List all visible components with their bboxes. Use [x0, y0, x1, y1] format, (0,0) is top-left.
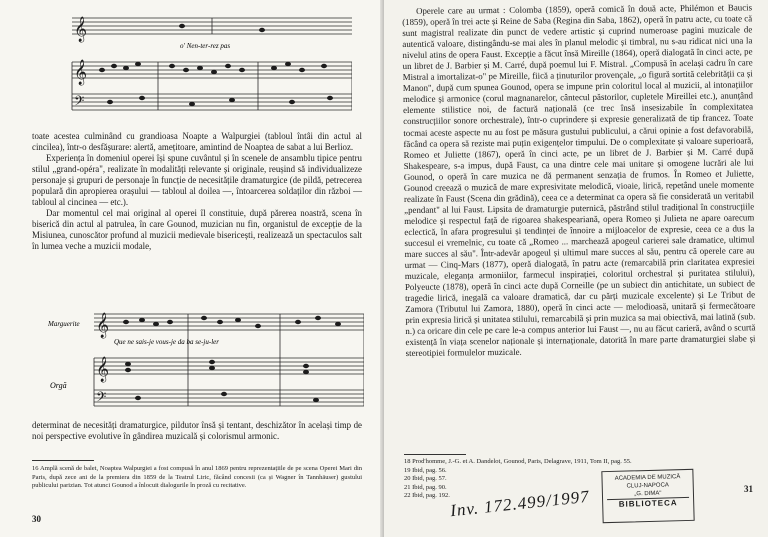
left-footnote-rule	[32, 460, 94, 461]
stamp-line-3: „G. DIMA"	[634, 490, 662, 498]
bottom-score-lyric: Que ne sais-je vous-je da ba se-ju-ler	[114, 338, 219, 346]
stamp-line-4: BIBLIOTECA	[607, 497, 689, 510]
svg-text:𝄞: 𝄞	[96, 312, 110, 337]
svg-text:𝄞: 𝄞	[74, 16, 88, 41]
stamp-line-1: ACADEMIA DE MUZICĂ	[614, 474, 681, 482]
left-page-number: 30	[32, 514, 41, 524]
stamp-line-2: CLUJ-NAPOCA	[626, 482, 669, 490]
left-paragraph-3: Dar momentul cel mai original al operei îl constituie, după părerea noastră, scena în biserică din actul al patrulea, în care Gounod, muzician nu fin, organistul de excepție de la Misiunea, cunoscător profund al muzicii medievale bisericești, realizează un spectaculos salt în lumea veche a muzicii modale,	[32, 208, 362, 252]
left-footnote: 16 Amplă scenă de balet, Noaptea Walpurgiei a fost compusă în anul 1869 pentru reprezentațiile de pe scena Operei Mari din Paris, după zece ani de la premiera din 1859 de la Teatrul Liric, făcând concesii (ca și Wagner în Tannhäuser) gustului publicului parizian. Tot atunci Gounod a înlocuit dialogurile în proză cu recitative.	[32, 465, 362, 490]
library-stamp	[601, 469, 694, 523]
footnote-20: 20 Ibid, pag. 57.	[404, 475, 447, 483]
footnote-21: 21 Ibid, pag. 90.	[404, 483, 447, 491]
left-paragraph-2: Experiența în domeniul operei își spune cuvântul și în scenele de ansamblu tipice pentru stilul „grand-opéra", realizate în modalități relevante și originale, reușind să individualizeze personaje și grupuri de personaje în funcție de necesitățile dramaturgice (de pildă, petrecerea populară din apropierea orașului — tabloul al doilea —, întoarcerea soldaților din război — tabloul al cincinea — etc.).	[32, 153, 362, 208]
footnote-18: 18 Prod'homme, J.-G. et A. Dandelot, Gounod, Paris, Delagrave, 1911, Tom II, pag. 55.	[404, 458, 632, 465]
left-paragraph-1: toate acestea culminând cu grandioasa Noapte a Walpurgiei (tabloul întâi din actul al cincilea), într-o desfășurare: alertă, amețitoare, amintind de Noaptea de sabat a lui Berlioz.	[32, 131, 362, 153]
music-score-top	[62, 8, 352, 126]
right-page	[384, 0, 768, 537]
svg-text:𝄞: 𝄞	[96, 356, 110, 381]
top-score-lyric: o' Nen-ter-rez pas	[180, 42, 231, 50]
svg-text:𝄢: 𝄢	[96, 391, 107, 408]
svg-text:𝄞: 𝄞	[74, 59, 88, 84]
footnote-19: 19 Ibid, pag. 56.	[404, 466, 447, 474]
right-page-number: 31	[744, 484, 753, 494]
right-footnote-rule	[404, 454, 466, 455]
footnote-22: 22 Ibid, pag. 192.	[404, 492, 450, 500]
left-text-1	[32, 131, 362, 253]
score-organ-label: Orgă	[50, 381, 67, 390]
inventory-handwritten: Inv. 172.499/1997	[449, 486, 591, 521]
score-voice-label: Marguerite	[48, 320, 80, 328]
music-score-bottom	[48, 300, 364, 414]
left-text-2: determinat de necesități dramaturgice, pildutor însă și tentant, deschizător în același timp de noi perspective evolutive în gândirea muzicală și colorismul armonic.	[32, 420, 362, 442]
right-main-text: Operele care au urmat : Colomba (1859), operă comică în două acte, Philémon et Baucis (1859), operă în trei acte și Reine de Saba (Regina din Saba, 1862), operă în patru acte, cu toate că sunt magistral realizate din punct de vedere artistic și cuprind numeroase pagini muzicale de autentică valoare, distingându-se mai ales în planul melodic și timbral, nu s-au ridicat nici una la nivelul atins de opera Faust. Excepție a făcut însă Mireille (1864), operă dialogată în cinci acte, pe un libret de J. Barbier și M. Carré, după poemul lui F. Mistral. „Compusă în același cadru în care Mistral a imortalizat-o" pe Mireille, fiică a ținuturilor provençale, „o figură sortită celebrității ca și Manon", după cum spunea Gounod, opera se impune prin coloritul local al muzicii, al intonațiilor melodice și armonice (corul magnanarelor, cântecul păstorilor, cupletele Mireillei etc.), anunțând elemente stilistice noi, de factură națională (ce trec însă insesizabile în complexitatea construcțiilor sonore orchestrale), într-o cuprindere și expresie generalizată de tip francez. Toate tocmai aceste aspecte nu au fost pe măsura gustului publicului, a cărui opinie a fost defavorabilă, făcând ca opera să reziste mai puțin exigențelor timpului. De o complexitate și valoare superioară, Romeo et Juliette (1867), operă în cinci acte, pe un libret de J. Barbier și M. Carré după Shakespeare, s-a impus, după Faust, ca una dintre cele mai unitare și omogene lucrări ale lui Gounod, o operă în care muzica ne dă permanent senzația de frumos. În Romeo et Juliette, Gounod creează o muzică de mare expresivitate melodică, vioaie, lirică, repetând unele momente realizate în Faust (Scena din grădină), ceea ce a determinat ca opera să fie considerată un veritabil „pendant" al lui Faust. Lipsita de dramaturgie puternică, păstrând stilul tradițional în construcțiile melodice și respectul față de rigoarea shakespeariană, opera Romeo și Julieta ne apare oarecum eclectică, în afara progresului și tendinței de înnoire a mijloacelor de expresie, ceea ce a dus la succesul ei vremelnic, cu toate că „Romeo ... marchează apogeul carierei sale dramatice, ultimul mare succes al său". Într-adevăr apogeul și ultimul mare succes al său, pentru că operele care au urmat — Cinq-Mars (1877), operă dialogată, în patru acte (remarcabilă prin claritatea expresiei muzicale, eleganța armoniilor, farmecul inspirației, coloritul orchestral și puritatea stilului), Polyeucte (1878), operă în cinci acte după Corneille (pe un subiect din antichitate, un subiect de tragedie lirică, inegală ca valoare dramatică, dar cu părți muzicale excelente) și Le Tribut de Zamora (Tributul lui Zamora, 1880), operă în cinci acte — melodioasă, unitară și fermecătoare prin expresia lirică și unitatea stilului, remarcabilă și prin muzica sa mai obiectivă, mai latină (sub. n.) ca oricare din cele pe care le-a compus anterior lui Faust —, nu au făcut carieră, având o scurtă existență în viața scenelor naționale și internaționale, datorită în mare parte dramaturgiei slabe și stereotipiei formulelor muzicale.	[402, 2, 756, 359]
svg-text:𝄢: 𝄢	[74, 95, 85, 112]
